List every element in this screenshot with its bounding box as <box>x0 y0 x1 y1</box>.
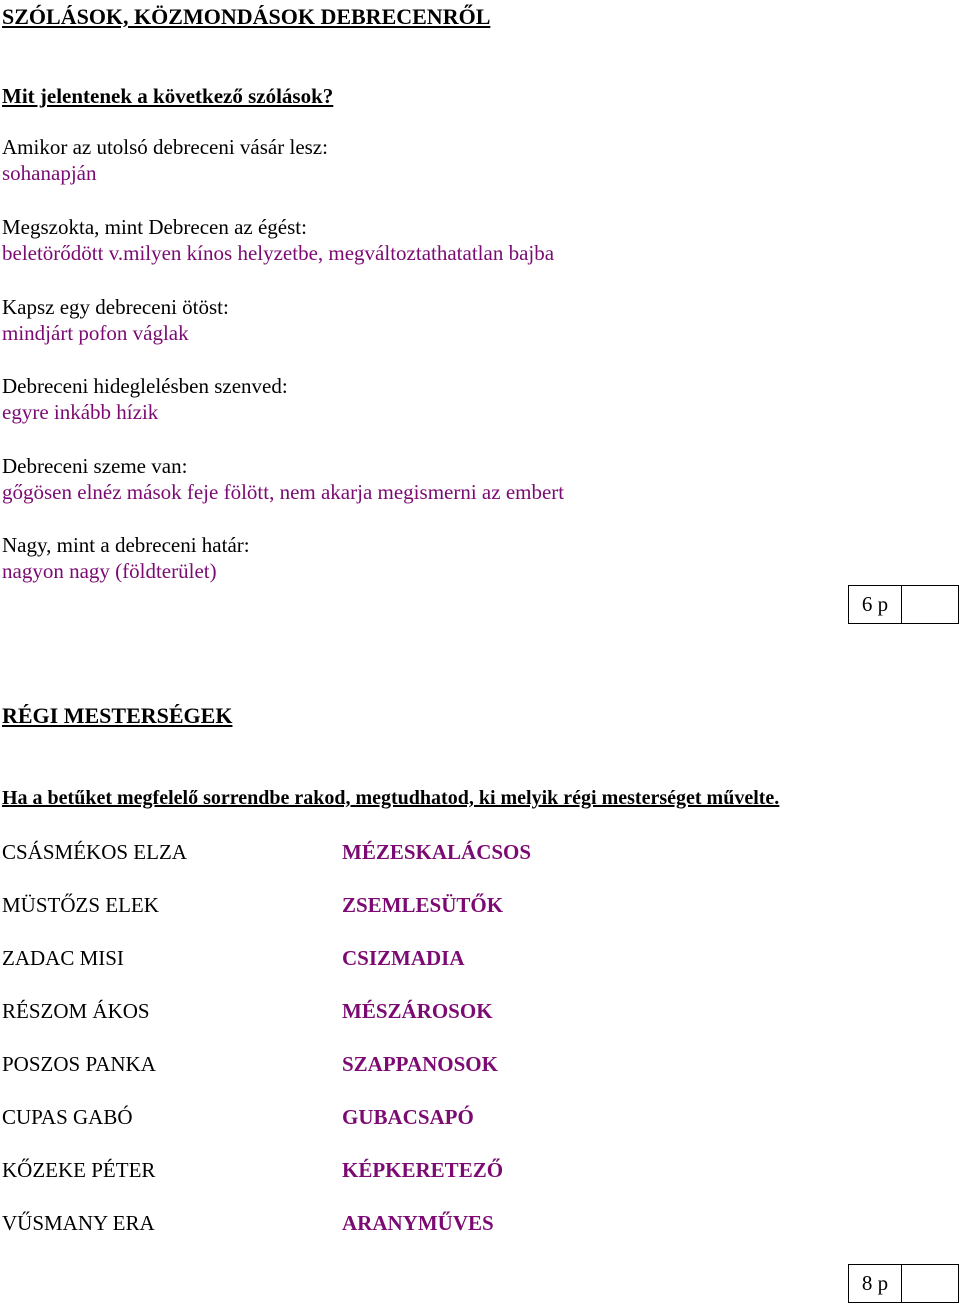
anagram: MÜSTŐZS ELEK <box>2 893 159 917</box>
saying-prompt: Debreceni szeme van: <box>2 454 188 478</box>
section1-title: SZÓLÁSOK, KÖZMONDÁSOK DEBRECENRŐL <box>2 4 491 29</box>
score-box-section1 <box>848 585 959 624</box>
saying-answer: egyre inkább hízik <box>2 400 159 424</box>
section2-title: RÉGI MESTERSÉGEK <box>2 703 233 728</box>
section2-instruction: Ha a betűket megfelelő sorrendbe rakod, megtudhatod, ki melyik régi mesterséget művelte. <box>2 787 780 809</box>
saying-prompt: Amikor az utolsó debreceni vásár lesz: <box>2 135 328 159</box>
anagram: CUPAS GABÓ <box>2 1105 133 1129</box>
anagram: POSZOS PANKA <box>2 1052 156 1076</box>
craft-answer: ZSEMLESÜTŐK <box>342 893 504 917</box>
anagram: KŐZEKE PÉTER <box>2 1158 156 1182</box>
saying-answer: beletörődött v.milyen kínos helyzetbe, megváltoztathatatlan bajba <box>2 241 555 265</box>
score-label: 8 p <box>861 1271 889 1295</box>
section1-question: Mit jelentenek a következő szólások? <box>2 84 334 108</box>
score-label: 6 p <box>861 592 889 616</box>
craft-answer: ARANYMŰVES <box>342 1211 494 1235</box>
saying-answer: mindjárt pofon váglak <box>2 321 189 345</box>
saying-answer: sohanapján <box>2 161 97 185</box>
craft-answer: GUBACSAPÓ <box>342 1105 474 1129</box>
craft-answer: MÉZESKALÁCSOS <box>342 840 532 864</box>
score-input[interactable] <box>901 586 958 623</box>
saying-prompt: Kapsz egy debreceni ötöst: <box>2 295 229 319</box>
craft-answer: SZAPPANOSOK <box>342 1052 498 1076</box>
saying-prompt: Megszokta, mint Debrecen az égést: <box>2 215 307 239</box>
anagram: CSÁSMÉKOS ELZA <box>2 840 187 864</box>
craft-answer: MÉSZÁROSOK <box>342 999 493 1023</box>
saying-answer: gőgösen elnéz mások feje fölött, nem akarja megismerni az embert <box>2 480 565 504</box>
anagram: VŰSMANY ERA <box>2 1211 155 1235</box>
anagram: ZADAC MISI <box>2 946 124 970</box>
craft-answer: KÉPKERETEZŐ <box>342 1158 504 1182</box>
craft-answer: CSIZMADIA <box>342 946 465 970</box>
saying-answer: nagyon nagy (földterület) <box>2 559 217 583</box>
saying-prompt: Debreceni hideglelésben szenved: <box>2 374 288 398</box>
saying-prompt: Nagy, mint a debreceni határ: <box>2 533 250 557</box>
anagram: RÉSZOM ÁKOS <box>2 999 150 1023</box>
score-input[interactable] <box>901 1265 958 1302</box>
score-box-section2 <box>848 1264 959 1303</box>
